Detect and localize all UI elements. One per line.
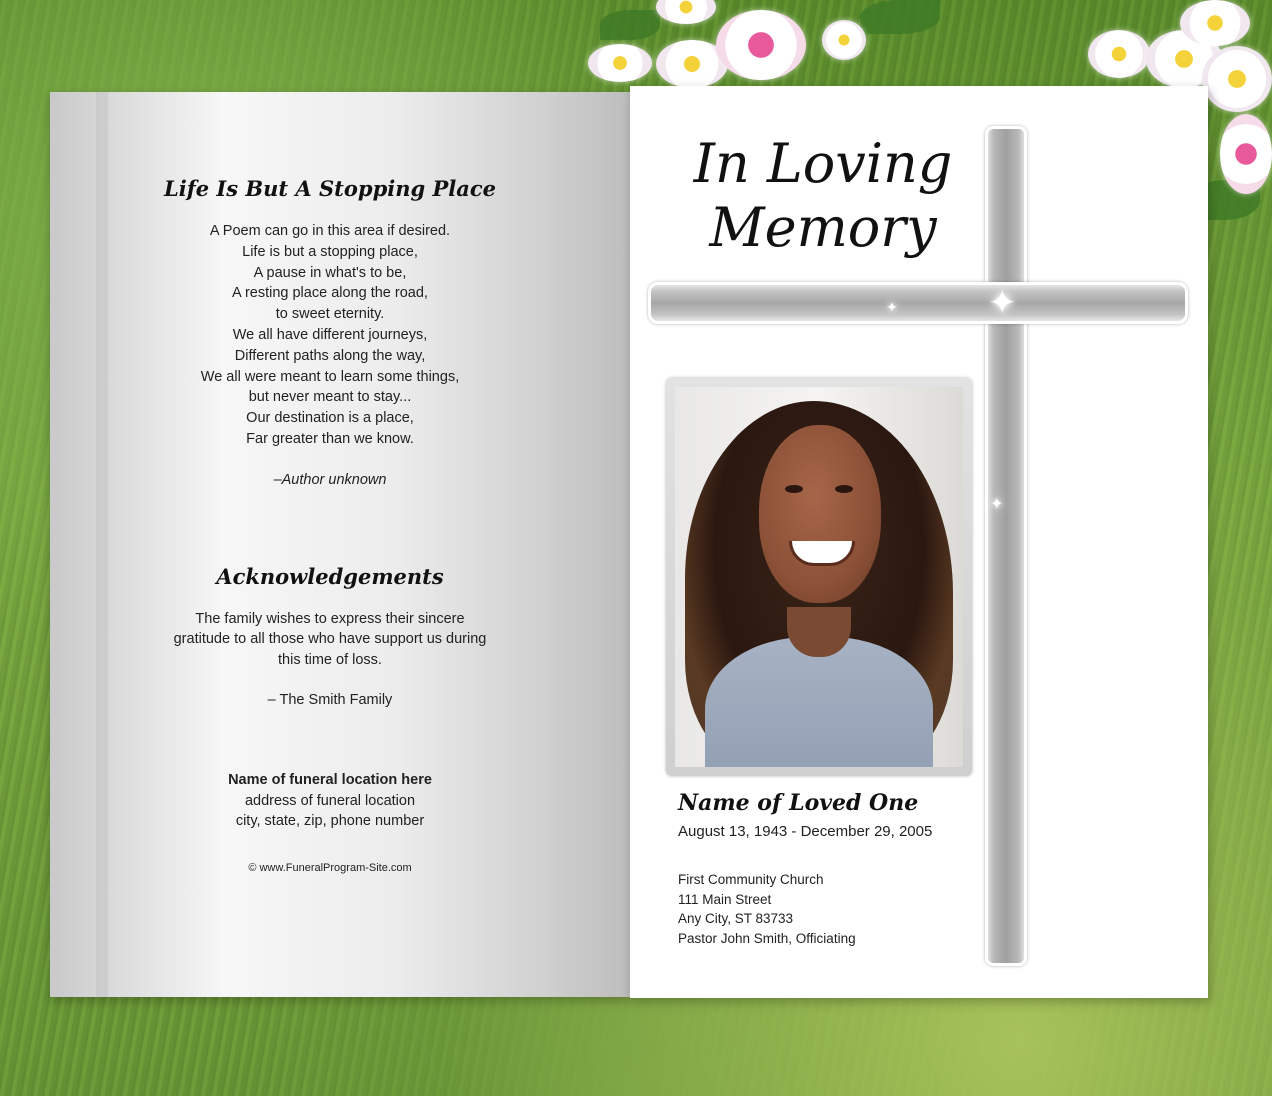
funeral-program (50, 86, 1208, 1001)
poem-line: to sweet eternity. (275, 306, 385, 323)
acknowledgements-signature: – The Smith Family (267, 692, 393, 709)
service-details (678, 870, 856, 948)
leaf (860, 0, 940, 34)
poem-line: A Poem can go in this area if desired. (209, 223, 451, 239)
heading-line: In Loving (693, 132, 953, 195)
daisy-flower (1202, 46, 1272, 112)
poem-line: Far greater than we know. (246, 430, 414, 447)
church-name: First Community Church (678, 872, 824, 887)
poem-line: Different paths along the way, (234, 347, 426, 364)
funeral-location (130, 770, 530, 832)
location-city: city, state, zip, phone number (235, 813, 425, 830)
left-page-content (130, 176, 530, 874)
poem-line: A pause in what's to be, (253, 264, 407, 281)
poem-line: We all have different journeys, (232, 326, 428, 343)
daisy-flower (716, 10, 806, 80)
acknowledgements-line: this time of loss. (278, 651, 382, 668)
website-credit: © www.FuneralProgram-Site.com (248, 861, 412, 874)
poem-line: We all were meant to learn some things, (200, 368, 460, 385)
portrait-photo (675, 387, 963, 767)
sparkle-icon: ✦ (988, 284, 1017, 322)
location-name: Name of funeral location here (228, 772, 432, 789)
daisy-flower (588, 44, 652, 82)
photo-face (759, 425, 881, 603)
church-city: Any City, ST 83733 (678, 911, 794, 926)
acknowledgements-line: The family wishes to express their sincere (195, 610, 465, 627)
daisy-flower (1180, 0, 1250, 46)
heading-line: Memory (709, 196, 937, 259)
daisy-flower (1088, 30, 1150, 78)
poem-body (130, 221, 530, 450)
loved-one-name: Name of Loved One (678, 790, 919, 816)
front-cover-page (630, 86, 1208, 998)
photo-eye (785, 485, 803, 493)
portrait-frame (666, 378, 972, 776)
daisy-flower (656, 0, 716, 24)
church-street: 111 Main Street (678, 891, 772, 907)
cross-horizontal-bar (648, 282, 1188, 324)
sparkle-icon: ✦ (990, 496, 1004, 513)
cross-vertical-bar (985, 126, 1027, 966)
poem-line: A resting place along the road, (232, 285, 428, 302)
poem-author: –Author unknown (273, 471, 387, 488)
poem-line: Life is but a stopping place, (242, 243, 418, 260)
sparkle-icon: ✦ (886, 299, 898, 315)
location-address: address of funeral location (244, 792, 416, 809)
poem-title: Life Is But A Stopping Place (163, 176, 497, 201)
acknowledgements-body (130, 609, 530, 671)
inside-left-page (50, 92, 630, 997)
acknowledgements-line: gratitude to all those who have support us during (173, 631, 487, 648)
leaf (600, 10, 660, 40)
photo-eye (835, 485, 853, 493)
in-loving-memory-heading (668, 132, 978, 260)
officiant: Pastor John Smith, Officiating (678, 930, 856, 946)
poem-line: Our destination is a place, (246, 410, 414, 427)
daisy-flower (1220, 114, 1272, 194)
poem-line: but never meant to stay... (248, 389, 412, 406)
acknowledgements-title: Acknowledgements (216, 563, 444, 589)
photo-smile (789, 541, 855, 566)
daisy-flower (822, 20, 866, 60)
life-dates: August 13, 1943 - December 29, 2005 (678, 823, 933, 840)
